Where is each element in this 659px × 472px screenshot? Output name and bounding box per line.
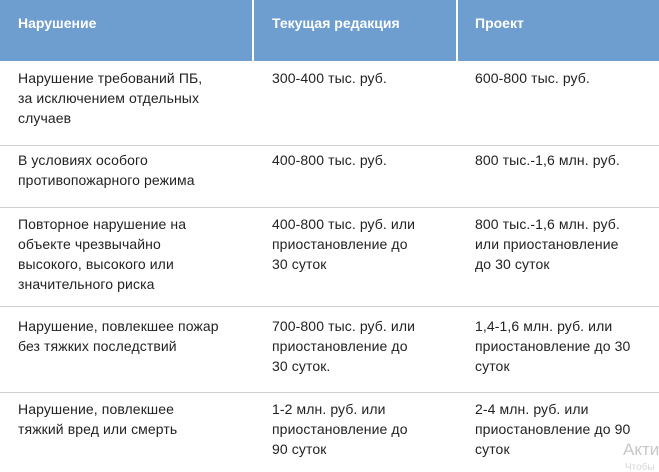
current-edition-cell: 300-400 тыс. руб. xyxy=(272,70,387,86)
violation-cell: В условиях особого противопожарного режима xyxy=(18,152,195,188)
header-violation: Нарушение xyxy=(18,15,97,31)
project-cell: 1,4-1,6 млн. руб. или приостановление до 30 суток xyxy=(475,318,631,374)
violation-cell: Нарушение требований ПБ, за исключением отдельных случаев xyxy=(18,70,203,126)
table-row xyxy=(0,307,659,393)
table-header xyxy=(0,0,659,61)
project-cell: 800 тыс.-1,6 млн. руб. xyxy=(475,152,620,168)
header-divider xyxy=(252,0,254,61)
header-divider xyxy=(456,0,458,61)
project-cell: 2-4 млн. руб. или приостановление до 90 суток xyxy=(475,401,631,457)
current-edition-cell: 400-800 тыс. руб. xyxy=(272,152,387,168)
header-current-edition: Текущая редакция xyxy=(272,15,400,31)
activation-watermark: Акти xyxy=(623,440,659,459)
violation-cell: Повторное нарушение на объекте чрезвычайно высокого, высокого или значительного риска xyxy=(18,216,187,292)
table-row xyxy=(0,208,659,307)
current-edition-cell: 1-2 млн. руб. или приостановление до 90 суток xyxy=(272,401,408,457)
violation-cell: Нарушение, повлекшее тяжкий вред или смерть xyxy=(18,401,178,437)
current-edition-cell: 400-800 тыс. руб. или приостановление до 30 суток xyxy=(272,216,416,272)
project-cell: 600-800 тыс. руб. xyxy=(475,70,590,86)
activation-watermark-subtext: Чтобы xyxy=(625,462,655,472)
current-edition-cell: 700-800 тыс. руб. или приостановление до 30 суток. xyxy=(272,318,416,374)
header-project: Проект xyxy=(475,15,524,31)
table-row xyxy=(0,393,659,472)
project-cell: 800 тыс.-1,6 млн. руб. или приостановление до 30 суток xyxy=(475,216,620,272)
table-row xyxy=(0,61,659,146)
table-row xyxy=(0,146,659,208)
violation-cell: Нарушение, повлекшее пожар без тяжких последствий xyxy=(18,318,219,354)
